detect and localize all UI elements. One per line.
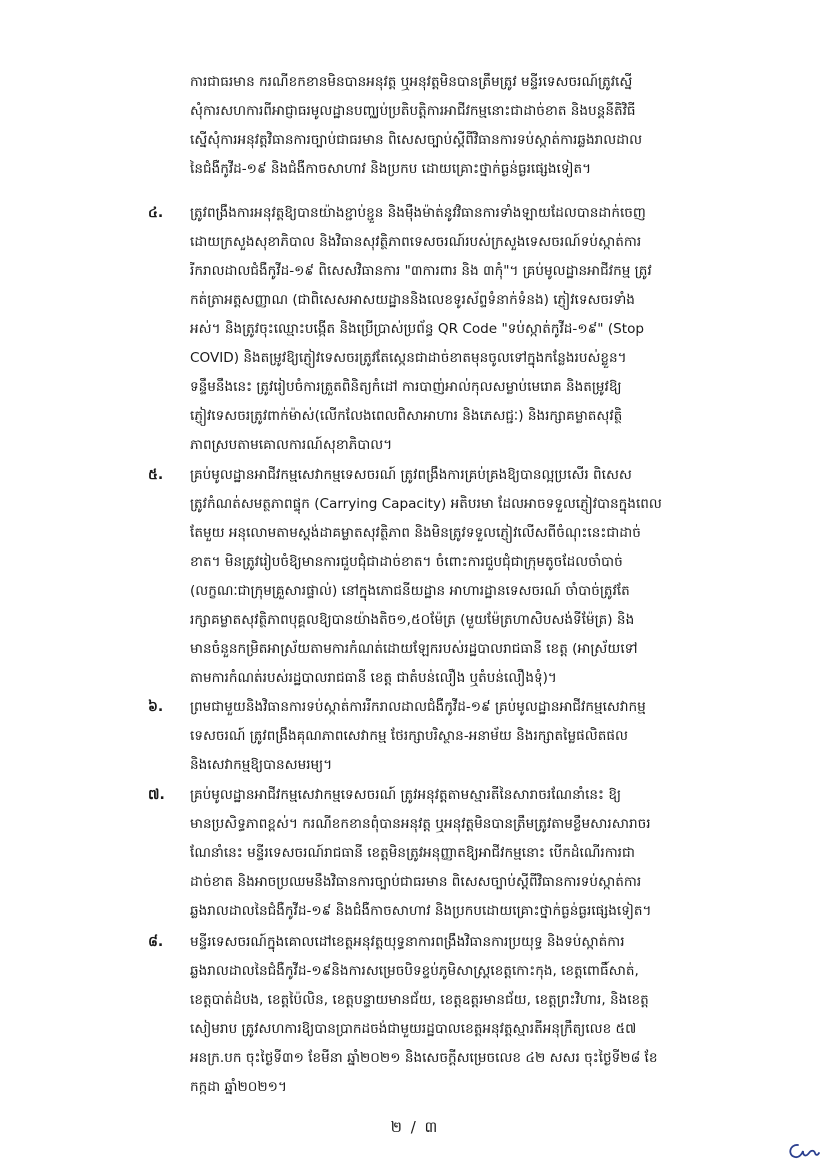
text-line: ដាច់ខាត និងអាចប្រឈមនឹងវិធានការច្បាប់ជាធរមាន ពិសេសច្បាប់ស្តីពីវិធានការទប់ស្កាត់ការ <box>190 874 642 890</box>
text-line: ទេសចរណ៍ ត្រូវពង្រឹងគុណភាពសេវាកម្ម ថែរក្សាបរិស្ថាន-អនាម័យ និងរក្សាតម្លៃផលិតផល <box>190 728 628 744</box>
text-line: COVID) និងតម្រូវឱ្យភ្ញៀវទេសចរត្រូវតែស្កេនជាដាច់ខាតមុនចូលទៅក្នុងកន្លែងរបស់ខ្លួន។ <box>190 350 627 366</box>
item-body <box>190 461 760 693</box>
text-line: សុំការសហការពីអាជ្ញាធរមូលដ្ឋានបញ្ឈប់ប្រតិបត្តិការអាជីវកម្មនោះជាដាច់ខាត និងបន្តនីតិវិធី <box>190 103 636 119</box>
item-number: ៧. <box>148 787 165 803</box>
item-number: ៥. <box>148 467 164 483</box>
text-line: គ្រប់មូលដ្ឋានអាជីវកម្មសេវាកម្មទេសចរណ៍ ត្រូវអនុវត្តតាមស្មារតីនៃសារាចរណែនាំនេះ ឱ្យ <box>190 787 621 803</box>
text-line: ខាត។ មិនត្រូវរៀបចំឱ្យមានការជួបជុំជាដាច់ខាត។ ចំពោះការជួបជុំជាក្រុមតូចដែលចាំបាច់ <box>190 554 623 570</box>
handwritten-initial-icon <box>784 1140 820 1162</box>
text-line: មានចំនួនកម្រិតអាស្រ័យតាមការកំណត់ដោយឡែករបស់រដ្ឋបាលរាជធានី ខេត្ត (អាស្រ័យទៅ <box>190 641 638 657</box>
text-line: ស្នើសុំការអនុវត្តវិធានការច្បាប់ជាធរមាន ពិសេសច្បាប់ស្តីពីវិធានការទប់ស្កាត់ការឆ្លងរាលដាល <box>190 132 643 148</box>
text-line: ភាពស្របតាមគោលការណ៍សុខាភិបាល។ <box>190 437 393 453</box>
text-line: ភ្ញៀវទេសចរត្រូវពាក់ម៉ាស់(លើកលែងពេលពិសាអាហារ និងភេសជ្ជៈ) និងរក្សាគម្លាតសុវត្ថិ <box>190 408 623 424</box>
text-line: មានប្រសិទ្ធភាពខ្ពស់។ ករណីខកខានពុំបានអនុវត្ត ឬអនុវត្តមិនបានត្រឹមត្រូវតាមខ្លឹមសារសារាចរ <box>190 816 651 832</box>
item-body <box>190 693 760 780</box>
text-line: និងសេវាកម្មឱ្យបានសមរម្យ។ <box>190 757 333 773</box>
text-line: មន្ទីរទេសចរណ៍ក្នុងគោលដៅខេត្តអនុវត្តយុទ្ធនាការពង្រឹងវិធានការប្រយុទ្ធ និងទប់ស្កាត់ការ <box>190 934 625 950</box>
item-number: ៨. <box>148 934 164 950</box>
text-line: ឆ្លងរាលដាលនៃជំងឺកូវីដ-១៩ និងជំងឺកាចសាហាវ និងប្រកបដោយគ្រោះថ្នាក់ធ្ងន់ធ្ងរផ្សេងទៀត។ <box>190 903 652 919</box>
text-line: ការជាធរមាន ករណីខកខានមិនបានអនុវត្ត ឬអនុវត្តមិនបានត្រឹមត្រូវ មន្ទីរទេសចរណ៍ត្រូវស្នើ <box>190 74 633 90</box>
text-line: កត់ត្រាអត្តសញ្ញាណ (ជាពិសេសអាសយដ្ឋាននិងលេខទូរស័ព្ទទំនាក់ទំនង) ភ្ញៀវទេសចរទាំង <box>190 292 635 308</box>
text-line: សៀមរាប ត្រូវសហការឱ្យបានប្រាកដចង់ជាមួយរដ្ឋបាលខេត្តអនុវត្តស្មារតីអនុក្រឹត្យលេខ ៥៧ <box>190 1021 637 1037</box>
item-number: ៤. <box>148 205 164 221</box>
text-line: ព្រមជាមួយនិងវិធានការទប់ស្កាត់ការរីករាលដាលជំងឺកូវីដ-១៩ គ្រប់មូលដ្ឋានអាជីវកម្មសេវាកម្ម <box>190 699 646 715</box>
text-line: ណែនាំនេះ មន្ទីរទេសចរណ៍រាជធានី ខេត្តមិនត្រូវអនុញ្ញាតឱ្យអាជីវកម្មនោះ បើកដំណើរការជា <box>190 845 635 861</box>
text-line: ត្រូវពង្រឹងការអនុវត្តឱ្យបានយ៉ាងខ្ជាប់ខ្ជួន និងម៉ឺងម៉ាត់នូវវិធានការទាំងឡាយដែលបានដាក់ចេញ <box>190 205 646 221</box>
text-line: រីករាលដាលជំងឺកូវីដ-១៩ ពិសេសវិធានការ "៣ការពារ និង ៣កុំ"។ គ្រប់មូលដ្ឋានអាជីវកម្ម ត្រូវ <box>190 263 652 279</box>
text-line: គ្រប់មូលដ្ឋានអាជីវកម្មសេវាកម្មទេសចរណ៍ ត្រូវពង្រឹងការគ្រប់គ្រងឱ្យបានល្អប្រសើរ ពិសេស <box>190 467 632 483</box>
text-line: អស់។ និងត្រូវចុះឈ្មោះបង្កើត និងប្រើប្រាស់ប្រព័ន្ធ QR Code "ទប់ស្កាត់កូវីដ-១៩" (Stop <box>190 321 645 337</box>
item-number: ៦. <box>148 699 164 715</box>
text-line: រក្សាគម្លាតសុវត្ថិភាពបុគ្គលឱ្យបានយ៉ាងតិច១,៥០ម៉ែត្រ (មួយម៉ែត្រហាសិបសង់ទីម៉ែត្រ) និង <box>190 612 635 628</box>
text-line: ត្រូវកំណត់សមត្ថភាពផ្ទុក (Carrying Capacity) អតិបរមា ដែលអាចទទួលភ្ញៀវបានក្នុងពេល <box>190 496 662 512</box>
item-body <box>190 781 760 926</box>
intro-paragraph <box>190 68 760 184</box>
text-line: ឆ្លងរាលដាលនៃជំងឺកូវីដ-១៩និងការសម្រេចបិទខ្ទប់ភូមិសាស្ត្រខេត្តកោះកុង, ខេត្តពោធិ៍សាត់, <box>190 963 639 979</box>
text-line: នៃជំងឺកូវីដ-១៩ និងជំងឺកាចសាហាវ និងប្រកប ដោយគ្រោះថ្នាក់ធ្ងន់ធ្ងរផ្សេងទៀត។ <box>190 161 592 177</box>
text-line: អនក្រ.បក ចុះថ្ងៃទី៣១ ខែមីនា ឆ្នាំ២០២១ និងសេចក្តីសម្រេចលេខ ៤២ សសរ ចុះថ្ងៃទី២៨ ខែ <box>190 1050 658 1066</box>
page-number: ២ / ៣ <box>390 1118 440 1136</box>
text-line: ខេត្តបាត់ដំបង, ខេត្តប៉ៃលិន, ខេត្តបន្ទាយមានជ័យ, ខេត្តឧត្តរមានជ័យ, ខេត្តព្រះវិហារ, និងខេត្ត <box>190 992 649 1008</box>
text-line: តែមួយ អនុលោមតាមស្តង់ដាគម្លាតសុវត្ថិភាព និងមិនត្រូវទទួលភ្ញៀវលើសពីចំណុះនេះជាដាច់ <box>190 525 641 541</box>
item-body <box>190 928 760 1102</box>
text-line: ដោយក្រសួងសុខាភិបាល និងវិធានសុវត្ថិភាពទេសចរណ៍របស់ក្រសួងទេសចរណ៍ទប់ស្កាត់ការ <box>190 234 642 250</box>
text-line: តាមការកំណត់របស់រដ្ឋបាលរាជធានី ខេត្ត ជាតំបន់លឿង ឬតំបន់លឿងទុំ)។ <box>190 670 557 686</box>
text-line: ទន្ទឹមនឹងនេះ ត្រូវរៀបចំការត្រួតពិនិត្យកំដៅ ការបាញ់អាល់កុលសម្លាប់មេរោគ និងតម្រូវឱ្យ <box>190 379 622 395</box>
text-line: (លក្ខណៈជាក្រុមគ្រួសារផ្ទាល់) នៅក្នុងភោជនីយដ្ឋាន អាហារដ្ឋានទេសចរណ៍ ចាំបាច់ត្រូវតែ <box>190 583 630 599</box>
text-line: កក្កដា ឆ្នាំ២០២១។ <box>190 1079 287 1095</box>
item-body <box>190 199 760 460</box>
